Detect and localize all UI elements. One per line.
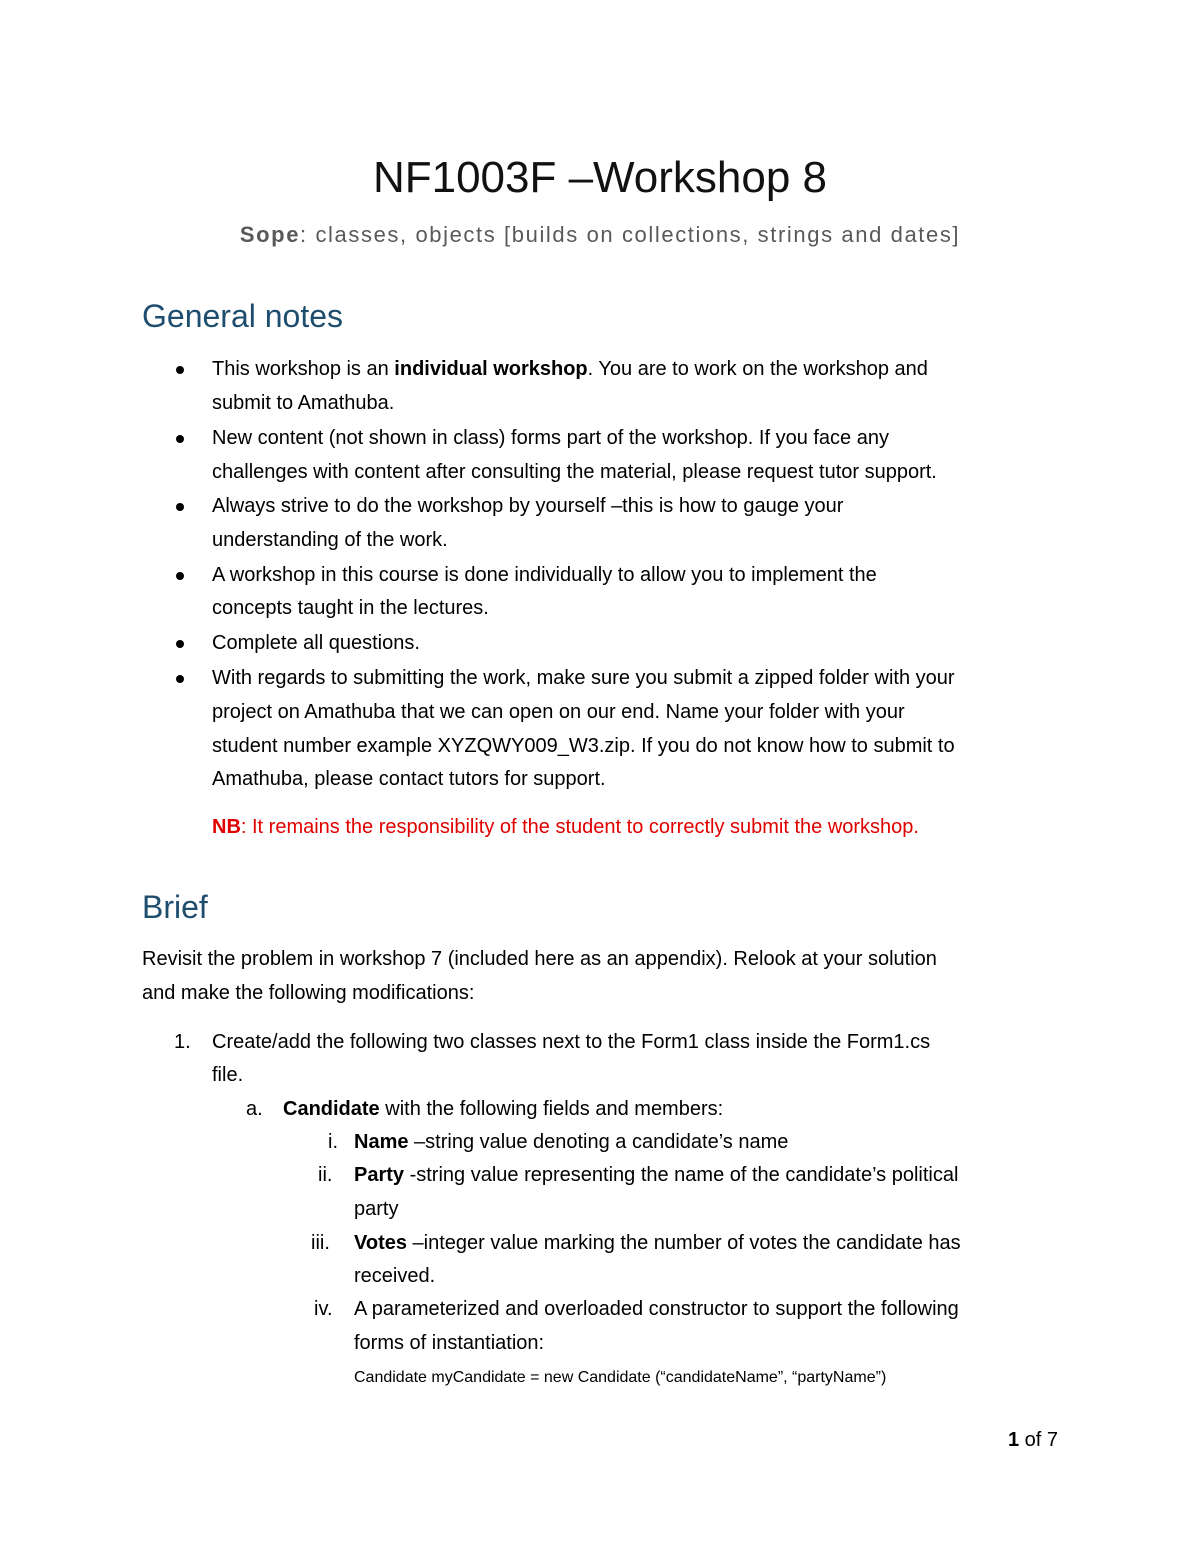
brief-heading: Brief: [142, 889, 208, 925]
item-ii-text: Party -string value representing the name of the candidate’s political: [354, 1164, 959, 1186]
item-1-number: 1.: [174, 1031, 191, 1053]
bullet-icon: [176, 640, 184, 648]
page-number: 1 of 7: [1008, 1429, 1059, 1451]
page-title: NF1003F –Workshop 8: [372, 153, 828, 202]
bullet-6-line-2: project on Amathuba that we can open on our end. Name your folder with your: [212, 701, 905, 723]
bullet-2-line-1: New content (not shown in class) forms part of the workshop. If you face any: [212, 427, 889, 449]
bullet-6-line-3: student number example XYZQWY009_W3.zip. If you do not know how to submit to: [212, 735, 955, 757]
bullet-4-line-2: concepts taught in the lectures.: [212, 597, 489, 619]
candidate-class-name: Candidate: [283, 1098, 380, 1120]
item-iii-text: Votes –integer value marking the number of votes the candidate has: [354, 1232, 961, 1254]
brief-paragraph-line-1: Revisit the problem in workshop 7 (included here as an appendix). Relook at your solution: [142, 948, 937, 970]
item-a-letter: a.: [246, 1098, 263, 1120]
bullet-3-line-1: Always strive to do the workshop by yourself –this is how to gauge your: [212, 495, 844, 517]
scope-text: : classes, objects [builds on collections, strings and dates]: [300, 222, 961, 247]
party-field: Party: [354, 1164, 405, 1186]
item-iii-line-2: received.: [354, 1265, 436, 1287]
item-a-text: Candidate with the following fields and members:: [283, 1098, 724, 1120]
votes-field: Votes: [354, 1232, 407, 1254]
bullet-icon: [176, 435, 184, 443]
name-field: Name: [354, 1131, 409, 1153]
item-iv-text: A parameterized and overloaded constructor to support the following: [354, 1298, 959, 1320]
item-ii-line-2: party: [354, 1198, 399, 1220]
bullet-5-line-1: Complete all questions.: [212, 632, 420, 654]
bullet-1-bold: individual workshop: [394, 358, 588, 380]
bullet-1-line-1: This workshop is an individual workshop. You are to work on the workshop and: [212, 358, 928, 380]
item-iii-numeral: iii.: [311, 1232, 330, 1254]
nb-note: NB: It remains the responsibility of the student to correctly submit the workshop.: [212, 816, 919, 838]
bullet-6-line-4: Amathuba, please contact tutors for support.: [212, 768, 606, 790]
item-i-numeral: i.: [328, 1131, 338, 1153]
bullet-2-line-2: challenges with content after consulting the material, please request tutor support.: [212, 461, 937, 483]
scope-line: [0, 220, 1200, 250]
bullet-icon: [176, 503, 184, 511]
bullet-icon: [176, 675, 184, 683]
bullet-3-line-2: understanding of the work.: [212, 529, 448, 551]
item-i-text: Name –string value denoting a candidate’s name: [354, 1131, 789, 1153]
general-notes-heading: General notes: [142, 298, 344, 334]
item-1-line-1: Create/add the following two classes next to the Form1 class inside the Form1.cs: [212, 1031, 931, 1053]
scope-label: Sope: [239, 222, 301, 247]
brief-paragraph-line-2: and make the following modifications:: [142, 982, 475, 1004]
bullet-icon: [176, 572, 184, 580]
item-iv-numeral: iv.: [314, 1298, 333, 1320]
code-example: Candidate myCandidate = new Candidate (“candidateName”, “partyName”): [354, 1369, 887, 1386]
item-1-line-2: file.: [212, 1064, 244, 1086]
bullet-6-line-1: With regards to submitting the work, make sure you submit a zipped folder with your: [212, 667, 955, 689]
bullet-4-line-1: A workshop in this course is done individually to allow you to implement the: [212, 564, 877, 586]
bullet-icon: [176, 366, 184, 374]
item-ii-numeral: ii.: [318, 1164, 333, 1186]
item-iv-line-2: forms of instantiation:: [354, 1332, 545, 1354]
nb-label: NB: [212, 816, 241, 838]
bullet-1-line-2: submit to Amathuba.: [212, 392, 395, 414]
